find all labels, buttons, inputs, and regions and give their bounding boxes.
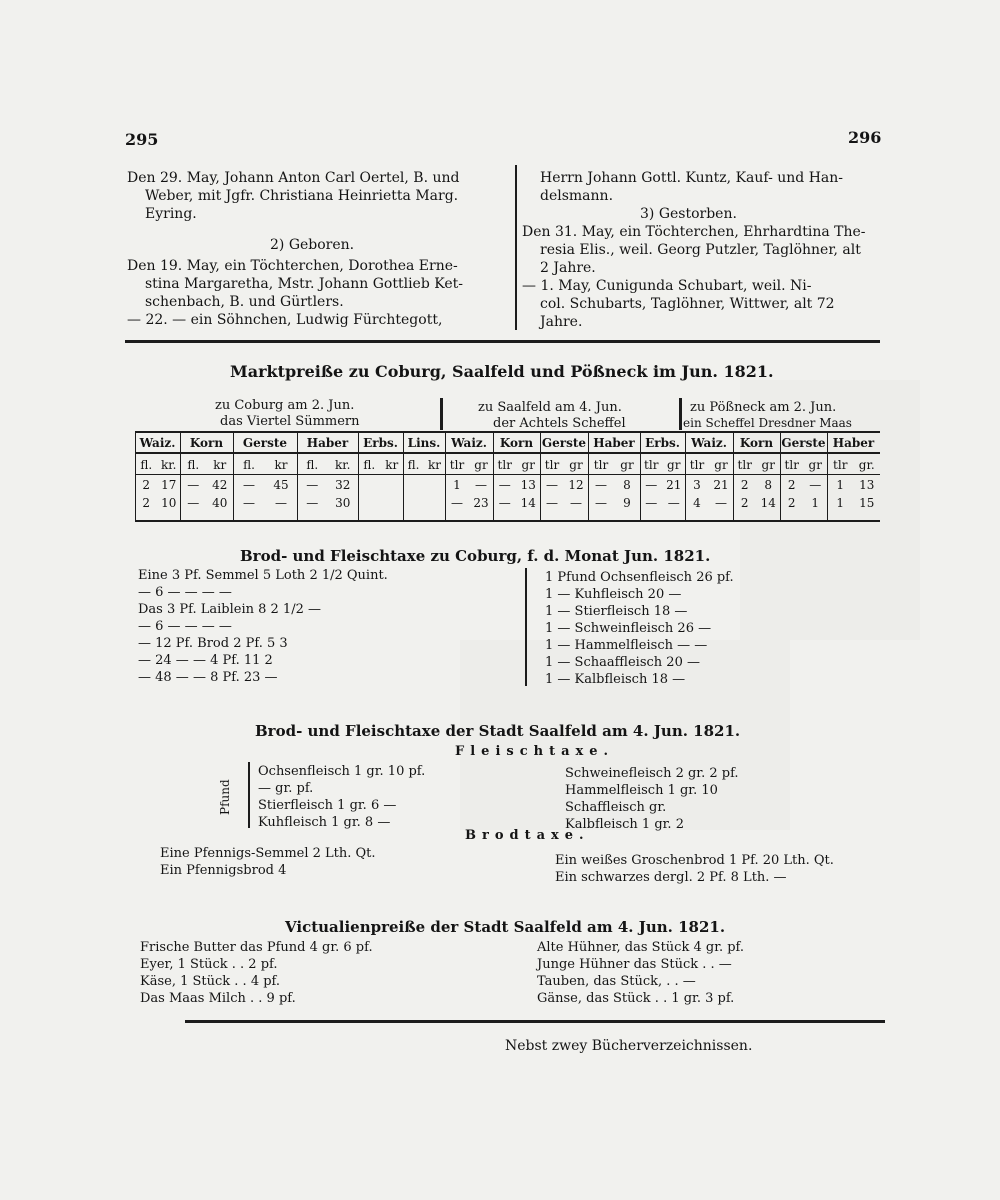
meat-row: 1 — Schaaffleisch 20 — xyxy=(545,655,700,670)
price-cell: 1 xyxy=(836,496,845,510)
price-cell: — xyxy=(645,478,658,492)
price-cell: — xyxy=(715,496,727,510)
price-cell: 9 xyxy=(623,496,631,510)
text-line: — 1. May, Cunigunda Schubart, weil. Ni- xyxy=(522,278,812,294)
unit-header: tlr xyxy=(737,458,752,472)
brod-row: Ein Pfennigsbrod 4 xyxy=(160,863,287,878)
unit-header: kr xyxy=(427,458,441,472)
price-cell: 2 xyxy=(740,496,749,510)
fleisch-row: Hammelfleisch 1 gr. 10 xyxy=(565,783,718,798)
grain-header: Waiz. xyxy=(451,436,487,450)
price-cell: — xyxy=(306,478,319,492)
table-rule xyxy=(135,474,880,475)
brod-row: Ein weißes Groschenbrod 1 Pf. 20 Lth. Qt. xyxy=(555,853,834,868)
text-line: — 22. — ein Söhnchen, Ludwig Fürchtegott, xyxy=(127,312,443,328)
grain-header: Gerste xyxy=(242,436,288,450)
brod-row: Ein schwarzes dergl. 2 Pf. 8 Lth. — xyxy=(555,870,787,885)
unit-header: gr xyxy=(808,458,822,472)
fleisch-row: Schaffleisch gr. xyxy=(565,800,667,815)
price-cell: 1 xyxy=(811,496,820,510)
price-cell: — xyxy=(306,496,319,510)
unit-header: fl. xyxy=(187,458,200,472)
price-cell: 12 xyxy=(568,478,584,492)
grain-header: Erbs. xyxy=(363,436,398,450)
price-cell: — xyxy=(187,478,200,492)
text-line: resia Elis., weil. Georg Putzler, Taglöhner, alt xyxy=(540,242,861,258)
unit-header: kr xyxy=(213,458,227,472)
price-cell: — xyxy=(546,496,558,510)
text-line: stina Margaretha, Mstr. Johann Gottlieb Ket- xyxy=(145,276,463,292)
saalfeld-sub: der Achtels Scheffel xyxy=(493,416,626,431)
text-line: 2 Jahre. xyxy=(540,260,596,276)
victual-row: Alte Hühner, das Stück 4 gr. pf. xyxy=(537,940,745,955)
meat-row: 1 — Kuhfleisch 20 — xyxy=(545,587,682,602)
table-rule xyxy=(135,431,880,433)
unit-header: fl. xyxy=(140,458,153,472)
price-cell: 8 xyxy=(623,478,631,492)
column-divider xyxy=(525,568,527,686)
victual-row: Gänse, das Stück . . 1 gr. 3 pf. xyxy=(537,991,735,1006)
section-rule xyxy=(125,340,880,343)
column-divider xyxy=(515,165,517,330)
price-cell: 2 xyxy=(787,496,796,510)
text-line: Jahre. xyxy=(540,314,583,330)
fleisch-row: — gr. pf. xyxy=(258,781,314,796)
text-line: delsmann. xyxy=(540,188,614,204)
section-heading: 2) Geboren. xyxy=(270,237,355,253)
grain-header: Korn xyxy=(189,436,224,450)
text-line: schenbach, B. und Gürtlers. xyxy=(145,294,344,310)
page-number-right: 296 xyxy=(848,128,882,147)
fleisch-row: Ochsenfleisch 1 gr. 10 pf. xyxy=(258,764,426,779)
price-cell: 2 xyxy=(142,496,151,510)
price-cell: 30 xyxy=(335,496,351,510)
coburg-tax-title: Brod- und Fleischtaxe zu Coburg, f. d. Monat Jun. 1821. xyxy=(240,547,711,565)
price-cell: 40 xyxy=(212,496,228,510)
bread-row: — 12 Pf. Brod 2 Pf. 5 3 xyxy=(138,636,288,651)
unit-header: kr xyxy=(274,458,288,472)
grain-header: Waiz. xyxy=(691,436,727,450)
fleisch-row: Kuhfleisch 1 gr. 8 — xyxy=(258,815,391,830)
victual-row: Eyer, 1 Stück . . 2 pf. xyxy=(140,957,278,972)
bread-row: — 24 — — 4 Pf. 11 2 xyxy=(138,653,273,668)
coburg-sub: das Viertel Sümmern xyxy=(220,414,360,429)
group-divider xyxy=(440,398,443,430)
price-cell: — xyxy=(667,496,680,510)
text-line: Herrn Johann Gottl. Kuntz, Kauf- und Han- xyxy=(540,170,843,186)
price-cell: — xyxy=(570,496,582,510)
meat-row: 1 — Kalbfleisch 18 — xyxy=(545,672,686,687)
table-rule xyxy=(135,520,880,522)
unit-header: kr xyxy=(385,458,399,472)
saalfeld-head: zu Saalfeld am 4. Jun. xyxy=(478,400,622,415)
grain-header: Gerste xyxy=(781,436,826,450)
price-cell: 13 xyxy=(520,478,536,492)
bread-row: — 48 — — 8 Pf. 23 — xyxy=(138,670,278,685)
price-cell: 8 xyxy=(764,478,773,492)
price-cell: 2 xyxy=(740,478,749,492)
unit-header: tlr xyxy=(644,458,659,472)
price-cell: — xyxy=(243,496,255,510)
price-cell: 14 xyxy=(520,496,536,510)
price-cell: 32 xyxy=(335,478,351,492)
unit-header: gr xyxy=(761,458,775,472)
bread-row: — 6 — — — — xyxy=(138,619,232,634)
price-cell: — xyxy=(498,496,511,510)
victual-row: Frische Butter das Pfund 4 gr. 6 pf. xyxy=(140,940,373,955)
unit-header: tlr xyxy=(784,458,799,472)
price-cell: — xyxy=(475,478,487,492)
grain-header: Waiz. xyxy=(139,436,176,450)
price-cell: 2 xyxy=(787,478,796,492)
price-cell: 13 xyxy=(859,478,875,492)
grain-header: Erbs. xyxy=(645,436,680,450)
brace xyxy=(248,762,250,828)
price-cell: — xyxy=(451,496,463,510)
price-cell: — xyxy=(243,478,255,492)
price-cell: — xyxy=(809,478,822,492)
text-line: col. Schubarts, Taglöhner, Wittwer, alt 72 xyxy=(540,296,835,312)
price-cell: — xyxy=(595,496,607,510)
fleisch-row: Kalbfleisch 1 gr. 2 xyxy=(565,817,684,832)
unit-header: fl. xyxy=(407,458,420,472)
grain-header: Korn xyxy=(499,436,534,450)
bread-row: Das 3 Pf. Laiblein 8 2 1/2 — xyxy=(138,602,321,617)
text-line: Weber, mit Jgfr. Christiana Heinrietta Marg. xyxy=(145,188,459,204)
price-cell: 21 xyxy=(713,478,729,492)
grain-header: Lins. xyxy=(407,436,441,450)
price-cell: — xyxy=(498,478,511,492)
page-number-left: 295 xyxy=(125,130,159,149)
price-cell: 23 xyxy=(473,496,489,510)
grain-header: Gerste xyxy=(541,436,587,450)
price-cell: — xyxy=(546,478,558,492)
price-cell: — xyxy=(187,496,200,510)
meat-row: 1 Pfund Ochsenfleisch 26 pf. xyxy=(545,570,734,585)
unit-header: kr. xyxy=(334,458,351,472)
unit-header: gr xyxy=(667,458,681,472)
victual-row: Das Maas Milch . . 9 pf. xyxy=(140,991,296,1006)
fleisch-row: Stierfleisch 1 gr. 6 — xyxy=(258,798,397,813)
unit-header: fl. xyxy=(306,458,319,472)
unit-header: gr xyxy=(569,458,583,472)
unit-header: gr xyxy=(714,458,728,472)
unit-header: gr xyxy=(620,458,634,472)
grain-header: Haber xyxy=(306,436,349,450)
text-line: Den 19. May, ein Töchterchen, Dorothea Erne- xyxy=(127,258,458,274)
price-cell: 1 xyxy=(836,478,845,492)
section-heading: 3) Gestorben. xyxy=(640,206,737,222)
price-cell: — xyxy=(595,478,607,492)
section-rule xyxy=(185,1020,885,1023)
price-cell: 2 xyxy=(142,478,151,492)
bread-row: — 6 — — — — xyxy=(138,585,232,600)
market-title: Marktpreiße zu Coburg, Saalfeld und Pößneck im Jun. 1821. xyxy=(230,362,774,381)
unit-header: tlr xyxy=(544,458,560,472)
unit-header: gr. xyxy=(858,458,875,472)
price-cell: 10 xyxy=(161,496,177,510)
price-cell: 1 xyxy=(453,478,461,492)
price-cell: 15 xyxy=(859,496,875,510)
unit-header: fl. xyxy=(363,458,376,472)
pfund-label: Pfund xyxy=(218,779,232,815)
grain-header: Haber xyxy=(832,436,875,450)
price-cell: 21 xyxy=(666,478,682,492)
price-cell: 14 xyxy=(760,496,776,510)
saalfeld-tax-title: Brod- und Fleischtaxe der Stadt Saalfeld am 4. Jun. 1821. xyxy=(255,722,741,740)
grain-divider xyxy=(358,433,359,521)
fleisch-row: Schweinefleisch 2 gr. 2 pf. xyxy=(565,766,739,781)
meat-row: 1 — Schweinfleisch 26 — xyxy=(545,621,712,636)
price-cell: 45 xyxy=(273,478,289,492)
grain-header: Korn xyxy=(739,436,774,450)
price-cell: 3 xyxy=(693,478,701,492)
unit-header: tlr xyxy=(689,458,705,472)
text-line: Den 29. May, Johann Anton Carl Oertel, B. und xyxy=(127,170,460,186)
meat-row: 1 — Stierfleisch 18 — xyxy=(545,604,688,619)
victual-row: Käse, 1 Stück . . 4 pf. xyxy=(140,974,281,989)
group-divider xyxy=(679,398,682,430)
grain-divider xyxy=(403,433,404,521)
unit-header: tlr xyxy=(497,458,512,472)
table-rule xyxy=(135,452,880,454)
brod-heading: Brodtaxe. xyxy=(465,828,590,843)
unit-header: kr. xyxy=(160,458,177,472)
grain-header: Haber xyxy=(593,436,635,450)
price-cell: 42 xyxy=(212,478,228,492)
meat-row: 1 — Hammelfleisch — — xyxy=(545,638,708,653)
victual-title: Victualienpreiße der Stadt Saalfeld am 4. Jun. 1821. xyxy=(285,918,726,936)
price-cell: — xyxy=(645,496,658,510)
unit-header: fl. xyxy=(243,458,255,472)
text-line: Eyring. xyxy=(145,206,197,222)
coburg-head: zu Coburg am 2. Jun. xyxy=(215,398,355,413)
unit-header: tlr xyxy=(833,458,848,472)
fleisch-heading: Fleischtaxe. xyxy=(455,744,615,759)
poessneck-head: zu Pößneck am 2. Jun. xyxy=(690,400,837,415)
bread-row: Eine 3 Pf. Semmel 5 Loth 2 1/2 Quint. xyxy=(138,568,388,583)
footer-note: Nebst zwey Bücherverzeichnissen. xyxy=(505,1038,753,1054)
price-cell: 17 xyxy=(161,478,177,492)
poessneck-sub: ein Scheffel Dresdner Maas xyxy=(683,416,852,430)
victual-row: Junge Hühner das Stück . . — xyxy=(537,957,732,972)
text-line: Den 31. May, ein Töchterchen, Ehrhardtina The- xyxy=(522,224,866,240)
brod-row: Eine Pfennigs-Semmel 2 Lth. Qt. xyxy=(160,846,376,861)
price-cell: — xyxy=(275,496,287,510)
price-cell: 4 xyxy=(693,496,701,510)
unit-header: gr xyxy=(521,458,535,472)
victual-row: Tauben, das Stück, . . — xyxy=(537,974,696,989)
unit-header: tlr xyxy=(449,458,465,472)
unit-header: gr xyxy=(474,458,488,472)
unit-header: tlr xyxy=(593,458,609,472)
